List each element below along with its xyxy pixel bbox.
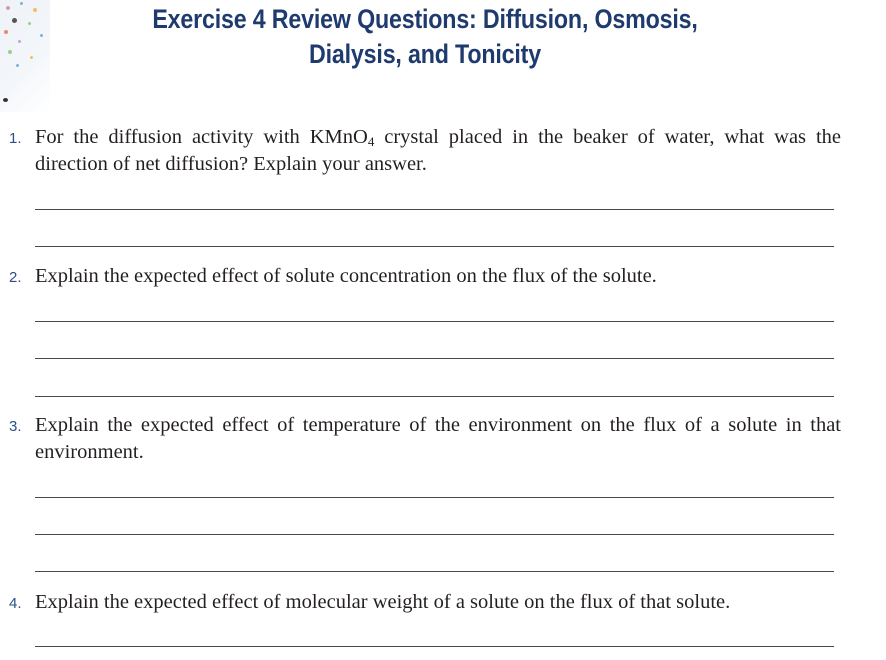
- question-text: Explain the expected effect of molecular weight of a solute on the flux of that solute.: [35, 591, 731, 613]
- question-text: Explain the expected effect of temperature of the environment on the flux of a solute in that environment.: [35, 414, 841, 463]
- question-text: Explain the expected effect of solute concentration on the flux of the solute.: [35, 265, 657, 287]
- answer-line[interactable]: [35, 497, 834, 498]
- answer-line[interactable]: [35, 209, 834, 210]
- answer-line[interactable]: [35, 321, 834, 322]
- question-text-part-1: For the diffusion activity with KMnO: [35, 126, 368, 148]
- answer-line[interactable]: [35, 396, 834, 397]
- answer-line[interactable]: [35, 646, 834, 647]
- page-title-line-2: Dialysis, and Tonicity: [309, 39, 541, 69]
- answer-line[interactable]: [35, 246, 834, 247]
- corner-decorative-image: [0, 0, 50, 112]
- question-text: [35, 124, 841, 178]
- subscript-4: 4: [367, 134, 375, 149]
- page-title-line-1: Exercise 4 Review Questions: Diffusion, Osmosis,: [152, 4, 698, 34]
- question-number: 3.: [9, 418, 22, 435]
- question-text-part-2: crystal placed in the beaker of water, what was the direction of net diffusion? Explain your answer.: [35, 126, 841, 175]
- question-number: 1.: [9, 130, 22, 147]
- question-number: 4.: [9, 595, 22, 612]
- answer-line[interactable]: [35, 571, 834, 572]
- answer-line[interactable]: [35, 358, 834, 359]
- answer-line[interactable]: [35, 534, 834, 535]
- question-number: 2.: [9, 269, 22, 286]
- page-title: [146, 2, 705, 72]
